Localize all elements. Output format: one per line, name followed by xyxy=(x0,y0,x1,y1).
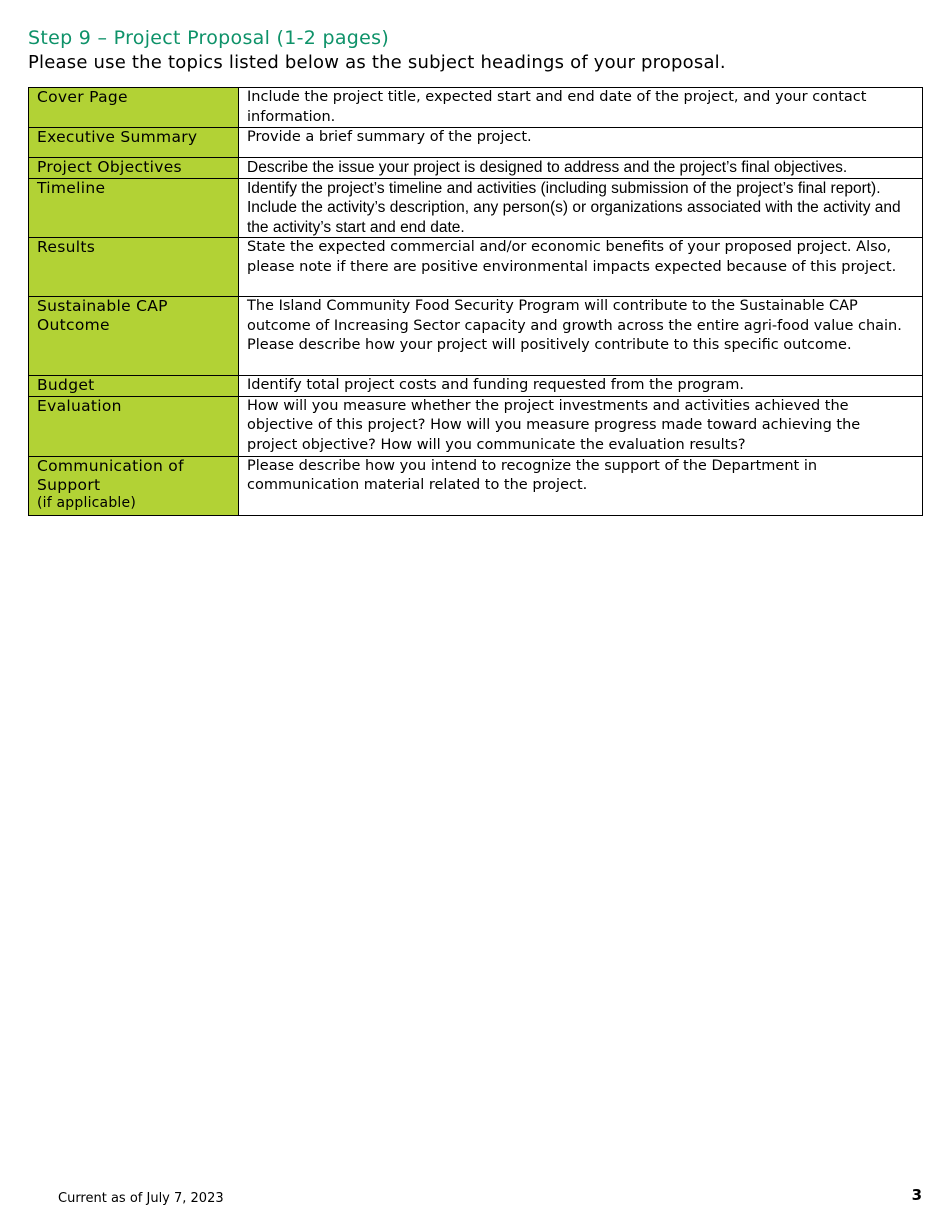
topic-cell: Results xyxy=(29,238,239,297)
table-row xyxy=(29,238,923,297)
description-cell: Describe the issue your project is designed to address and the project’s final objectives. xyxy=(239,158,923,179)
topic-note: (if applicable) xyxy=(37,494,136,511)
table-row xyxy=(29,396,923,456)
topic-cell: Cover Page xyxy=(29,88,239,128)
topic-cell: Project Objectives xyxy=(29,158,239,179)
proposal-topics-table xyxy=(28,87,923,516)
description-cell: Identify total project costs and funding requested from the program. xyxy=(239,376,923,397)
page-number: 3 xyxy=(911,1186,922,1204)
topic-cell: Evaluation xyxy=(29,396,239,456)
description-cell: The Island Community Food Security Program will contribute to the Sustainable CAP outcome of Increasing Sector capacity and growth across the entire agri-food value chain. Please describe how your project will positively contribute to this specific outcome. xyxy=(239,297,923,376)
topic-cell: Sustainable CAP Outcome xyxy=(29,297,239,376)
current-as-of-footer: Current as of July 7, 2023 xyxy=(58,1191,224,1206)
table-row xyxy=(29,456,923,515)
description-cell: Include the project title, expected start and end date of the project, and your contact information. xyxy=(239,88,923,128)
description-cell: How will you measure whether the project investments and activities achieved the objective of this project? How will you measure progress made toward achieving the project objective? How will you communicate the evaluation results? xyxy=(239,396,923,456)
table-row xyxy=(29,158,923,179)
table-row xyxy=(29,88,923,128)
intro-text: Please use the topics listed below as the subject headings of your proposal. xyxy=(28,52,726,73)
description-cell: Please describe how you intend to recognize the support of the Department in communication material related to the project. xyxy=(239,456,923,515)
topic-cell: Timeline xyxy=(29,178,239,238)
description-cell: Identify the project’s timeline and activities (including submission of the project’s final report). Include the activity’s description, any person(s) or organizations associated with the activity and the activity’s start and end date. xyxy=(239,178,923,238)
description-cell: State the expected commercial and/or economic benefits of your proposed project. Also, please note if there are positive environmental impacts expected because of this project. xyxy=(239,238,923,297)
topic-cell: Executive Summary xyxy=(29,128,239,158)
topic-label: Communication of Support xyxy=(37,456,184,494)
table-row xyxy=(29,376,923,397)
table-row xyxy=(29,128,923,158)
description-cell: Provide a brief summary of the project. xyxy=(239,128,923,158)
table-row xyxy=(29,178,923,238)
topic-cell xyxy=(29,456,239,515)
table-row xyxy=(29,297,923,376)
topic-cell: Budget xyxy=(29,376,239,397)
page-title: Step 9 – Project Proposal (1-2 pages) xyxy=(28,27,390,49)
